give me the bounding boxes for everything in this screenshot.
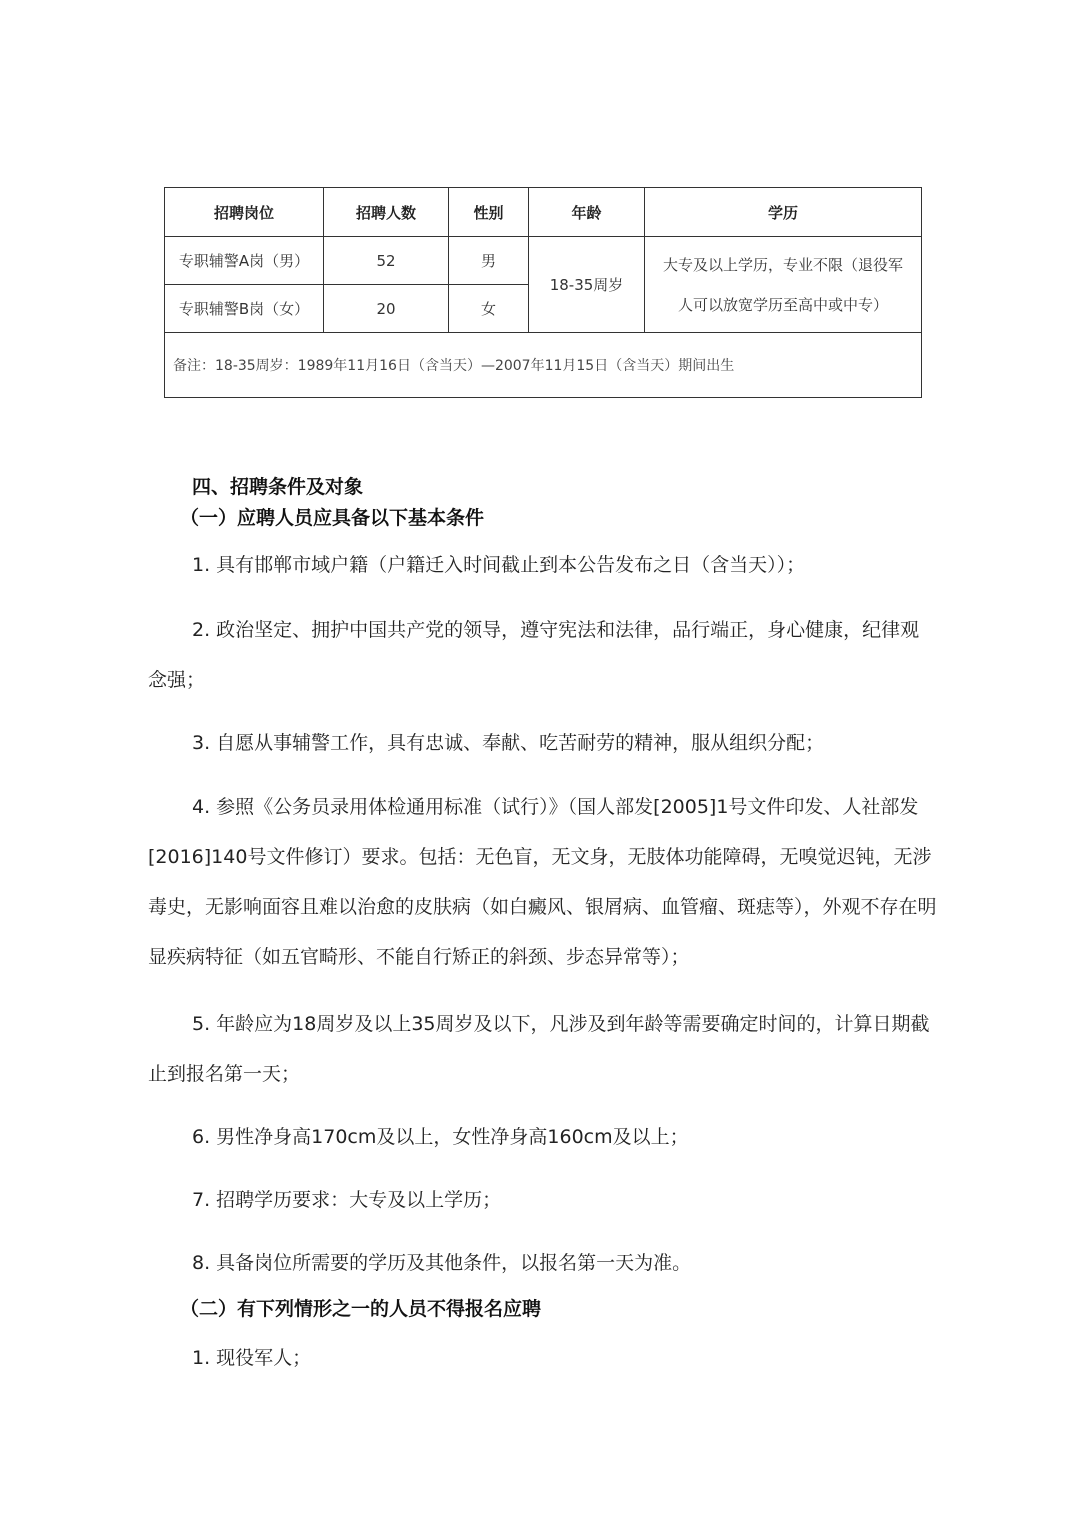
header-education: 学历 [645,188,922,237]
header-gender: 性别 [449,188,529,237]
education-line: 人可以放宽学历至高中或中专） [677,295,888,314]
cell-age: 18-35周岁 [529,237,645,333]
condition-item: 3. 自愿从事辅警工作，具有忠诚、奉献、吃苦耐劳的精神，服从组织分配； [192,732,825,754]
subsection-title: （二）有下列情形之一的人员不得报名应聘 [180,1298,542,1320]
table-remark-row [165,333,922,398]
cell-education [645,237,922,333]
cell-gender: 男 [449,237,529,285]
subsection-title: （一）应聘人员应具备以下基本条件 [180,507,485,529]
header-age: 年龄 [529,188,645,237]
condition-item: 6. 男性净身高170cm及以上，女性净身高160cm及以上； [192,1126,689,1148]
cell-gender: 女 [449,285,529,333]
education-line: 大专及以上学历，专业不限（退役军 [662,255,903,274]
table-row [165,237,922,285]
table-header-row [165,188,922,237]
cell-position: 专职辅警A岗（男） [165,237,324,285]
condition-item: 1. 具有邯郸市域户籍（户籍迁入时间截止到本公告发布之日（含当天））； [192,554,806,576]
condition-item: 7. 招聘学历要求：大专及以上学历； [192,1189,502,1211]
condition-item: 5. 年龄应为18周岁及以上35周岁及以下，凡涉及到年龄等需要确定时间的，计算日期截止到报名第一天； [148,1013,930,1085]
header-position: 招聘岗位 [165,188,324,237]
section-title: 四、招聘条件及对象 [192,476,364,498]
cell-count: 52 [324,237,449,285]
table-remark: 备注：18-35周岁：1989年11月16日（含当天）—2007年11月15日（含当天）期间出生 [165,333,922,398]
condition-item: 2. 政治坚定、拥护中国共产党的领导，遵守宪法和法律，品行端正，身心健康，纪律观念强； [148,619,920,691]
cell-count: 20 [324,285,449,333]
header-count: 招聘人数 [324,188,449,237]
cell-position: 专职辅警B岗（女） [165,285,324,333]
condition-item: 4. 参照《公务员录用体检通用标准（试行）》（国人部发[2005]1号文件印发、人社部发[2016]140号文件修订）要求。包括：无色盲，无文身，无肢体功能障碍，无嗅觉迟钝，无涉毒史，无影响面容且难以治愈的皮肤病（如白癜风、银屑病、血管瘤、斑痣等），外观不存在明显疾病特征（如五官畸形、不能自行矫正的斜颈、步态异常等）； [148,796,937,968]
recruitment-table [164,187,922,398]
exclusion-item: 1. 现役军人； [192,1347,312,1369]
condition-item: 8. 具备岗位所需要的学历及其他条件，以报名第一天为准。 [192,1252,692,1274]
